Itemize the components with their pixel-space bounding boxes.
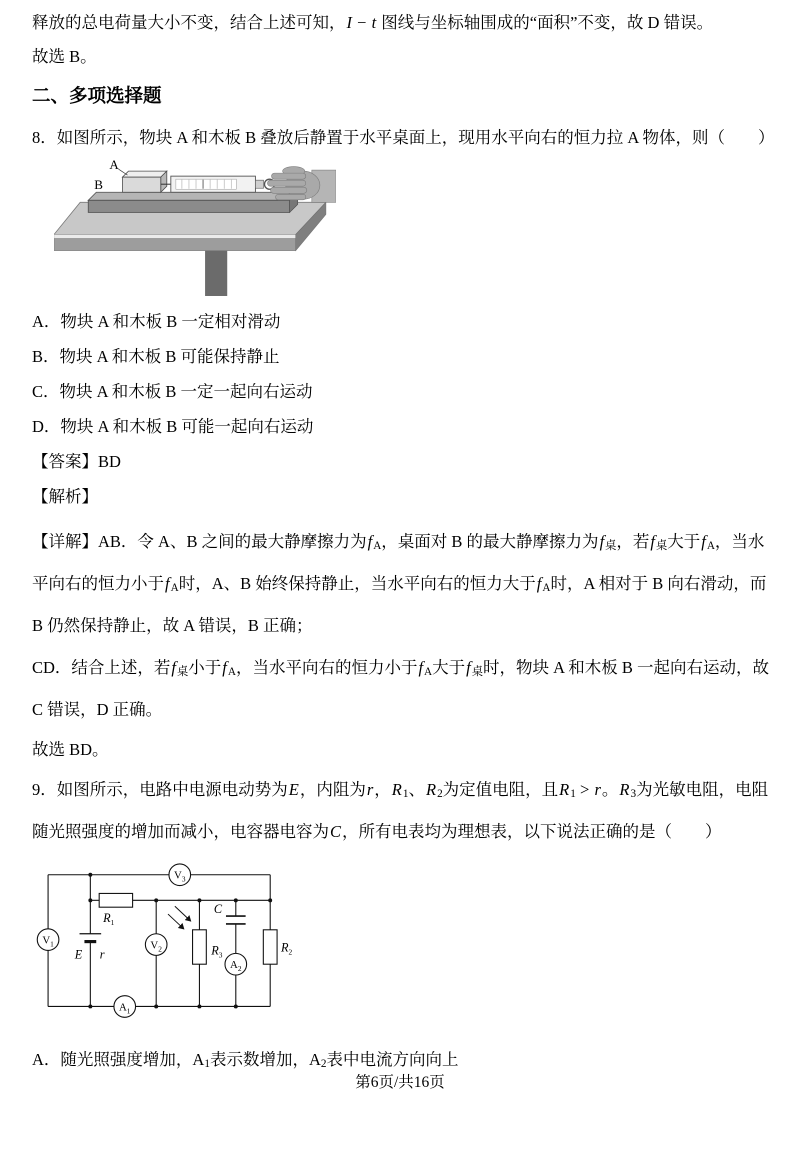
q8-option-c: C．物块 A 和木板 B 一定一起向右运动	[32, 382, 313, 401]
table	[54, 202, 326, 296]
internal-resistance-r-label: r	[99, 947, 105, 962]
voltmeter-v3-label: $V_3$	[174, 869, 186, 884]
table-edge-highlight	[54, 235, 296, 239]
label-a-pointer	[118, 169, 127, 175]
resistor-r1-box	[99, 893, 132, 907]
battery-symbol	[80, 934, 102, 942]
emf-e-label: E	[74, 947, 83, 962]
q9-option-a: A．随光照强度增加，$A_1$表示数增加，$A_2$表中电流方向向上	[32, 1050, 459, 1071]
q8-option-a: A．物块 A 和木板 B 一定相对滑动	[32, 312, 281, 331]
resistor-r2-box	[263, 930, 277, 964]
capacitor-c-label: C	[213, 902, 223, 917]
ammeter-a2-label: $A_2$	[230, 959, 242, 974]
q8-option-b: B．物块 A 和木板 B 可能保持静止	[32, 347, 280, 366]
q8-figure	[54, 158, 770, 301]
resistor-r1-label: $R_1$	[103, 910, 115, 927]
photoresistor-r3-box	[193, 930, 207, 964]
light-arrow-1	[168, 914, 184, 929]
block-a	[122, 171, 166, 192]
q8-detail-cd: CD．结合上述，若$f_桌$小于$f_A$，当水平向右的恒力小于$f_A$大于$f_桌$时，物块 A 和木板 B 一起向右运动，故 C 错误，D 正确。	[32, 658, 769, 719]
page-footer: 第6页/共16页	[355, 1074, 445, 1091]
q9-circuit-figure	[34, 861, 300, 1033]
resistor-r2-label: $R_2$	[281, 940, 293, 957]
q8-mechanics-figure	[54, 158, 336, 296]
hand	[268, 167, 336, 203]
prelude-line2: 故选 B。	[32, 47, 97, 66]
q8-analysis-label: 【解析】	[32, 487, 98, 506]
board-b	[88, 192, 297, 212]
photoresistor-r3-label: $R_3$	[211, 943, 223, 960]
table-front-face	[54, 239, 296, 251]
ammeter-a1-label: $A_1$	[118, 1001, 131, 1016]
voltmeter-v2-label: $V_2$	[150, 939, 162, 954]
board-b-front	[88, 200, 289, 212]
q8-conclusion: 故选 BD。	[32, 740, 109, 759]
q9-figure	[34, 861, 770, 1038]
q8-detail-ab: 【详解】AB．令 A、B 之间的最大静摩擦力为$f_A$，桌面对 B 的最大静摩擦力为$f_桌$，若$f_桌$大于$f_A$，当水平向右的恒力小于$f_A$时，A、B 始终保持静止，当水平向右的恒力大于$f_A$时，A 相对于 B 向右滑动，而 B 仍然保持静止，故 A 错误，B 正确；	[32, 532, 767, 635]
light-arrow-2	[175, 906, 191, 921]
q9-stem: 9．如图所示，电路中电源电动势为E，内阻为r，$R_1$、$R_2$为定值电阻，且$R_1 > r$。$R_3$为光敏电阻，电阻随光照强度的增加而减小，电容器电容为C，所有电表均为理想表，以下说法正确的是（ ）	[32, 780, 769, 841]
q8-option-d: D．物块 A 和木板 B 可能一起向右运动	[32, 417, 314, 436]
block-a-label: A	[109, 158, 119, 173]
section-title: 二、多项选择题	[32, 87, 162, 107]
q8-stem: 8．如图所示，物块 A 和木板 B 叠放后静置于水平桌面上，现用水平向右的恒力拉 A 物体，则（ ）	[32, 128, 775, 147]
board-b-label: B	[94, 177, 104, 193]
board-b-top	[88, 192, 297, 200]
prelude-line1: 释放的总电荷量大小不变，结合上述可知，I − t 图线与坐标轴围成的“面积”不变，故 D 错误。	[32, 13, 714, 32]
capacitor-c-symbol	[226, 916, 246, 924]
spring-scale	[171, 176, 275, 192]
table-leg	[205, 251, 227, 296]
q8-answer: 【答案】BD	[32, 452, 121, 471]
voltmeter-v1-label: $V_1$	[42, 934, 54, 949]
